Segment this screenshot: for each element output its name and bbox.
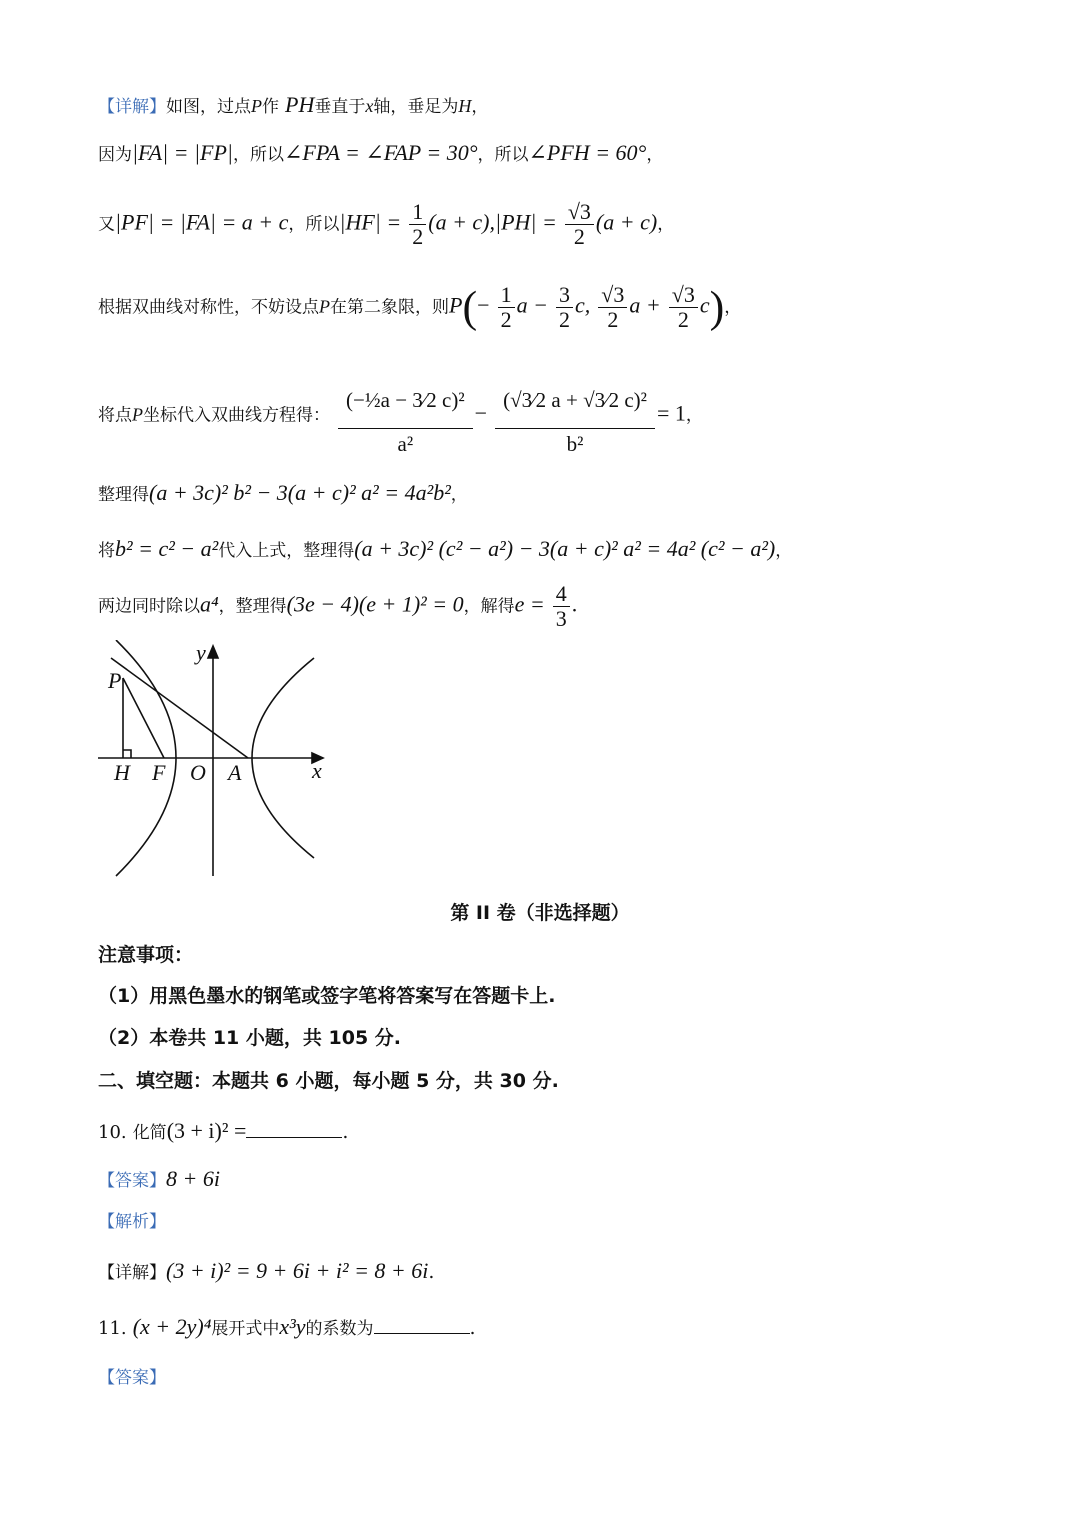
line-PF xyxy=(123,678,164,758)
fraction: $\frac{√3}{2}$ xyxy=(565,200,594,249)
label-x: x xyxy=(312,758,322,783)
answer-blank xyxy=(246,1119,342,1138)
math: a + xyxy=(629,292,661,318)
math-expr: (x + 2y)⁴ xyxy=(132,1314,212,1339)
label-H: H xyxy=(114,760,130,785)
math: c, xyxy=(574,292,591,318)
detail-tag: 【详解】 xyxy=(98,97,166,117)
math: − xyxy=(474,400,488,426)
label-F: F xyxy=(152,760,166,785)
fraction: $\frac{1}{2}$ xyxy=(409,200,426,249)
answer-blank xyxy=(374,1315,470,1334)
right-angle-mark xyxy=(123,750,131,758)
text: 如图，过点 xyxy=(166,97,251,117)
detail-line-4: 根据双曲线对称性，不妨设点P在第二象限，则P(− $\frac{1}{2}$ a − $\frac{3}{2}$ c, $\frac{√3}{2}$ a + $\frac{√3}{2}$ c)， xyxy=(98,282,742,332)
detail-line-6 xyxy=(98,480,468,508)
text: 在第二象限，则 xyxy=(330,297,449,318)
text: 轴，垂足为 xyxy=(373,97,459,117)
math-PH: PH xyxy=(285,92,315,117)
text: ， xyxy=(646,145,664,165)
text: 将点 xyxy=(98,405,132,426)
text: 将 xyxy=(98,541,115,561)
detail-tag: 【详解】 xyxy=(98,1263,166,1283)
label-P: P xyxy=(108,668,122,693)
question-number: 11. xyxy=(98,1318,127,1339)
math-expr: (3 + i)² = xyxy=(166,1118,247,1143)
detail-line-7 xyxy=(98,536,792,564)
fraction: $\frac{√3}{2}$ xyxy=(669,283,698,332)
text: 的系数为 xyxy=(305,1319,374,1339)
math: − xyxy=(477,292,490,318)
text: ，所以 xyxy=(477,145,529,165)
text: ， xyxy=(471,97,489,117)
math: a − xyxy=(516,292,548,318)
math-eq: (a + 3c)² b² − 3(a + c)² a² = 4a²b² xyxy=(149,480,451,505)
q10-detail xyxy=(98,1258,434,1286)
math-eq: ∠FPA = ∠FAP = 30° xyxy=(283,140,478,165)
math-eq: (3 + i)² = 9 + 6i + i² = 8 + 6i xyxy=(166,1258,429,1283)
math-eq: e = xyxy=(514,591,545,617)
text: 代入上式，整理得 xyxy=(218,541,355,561)
q10-answer xyxy=(98,1166,220,1194)
text: . xyxy=(571,591,578,617)
question-10 xyxy=(98,1118,348,1146)
math-eq: |PH| = xyxy=(495,209,557,235)
text: ， xyxy=(775,541,793,561)
text: 因为 xyxy=(98,145,132,165)
fraction: $\frac{\text{(−½a − 3⁄2 c)²}}{\text{a²}}$ xyxy=(338,372,473,459)
detail-line-5 xyxy=(98,372,703,459)
notice-item-1: （1）用黑色墨水的钢笔或签字笔将答案写在答题卡上. xyxy=(98,985,556,1007)
text: ，整理得 xyxy=(218,596,287,617)
fraction: $\frac{\text{(√3⁄2 a + √3⁄2 c)²}}{\text{b²}}$ xyxy=(495,372,655,459)
math-eq: |HF| = xyxy=(339,209,402,235)
fraction: $\frac{1}{2}$ xyxy=(498,283,515,332)
text: . xyxy=(428,1261,435,1283)
answer-tag: 【答案】 xyxy=(98,1368,166,1388)
math-P: P xyxy=(132,404,143,425)
detail-line-1 xyxy=(98,92,488,120)
math-P: P xyxy=(449,292,463,318)
question-11 xyxy=(98,1314,476,1342)
text: 根据双曲线对称性，不妨设点 xyxy=(98,297,319,318)
part-heading: 二、填空题：本题共 6 小题，每小题 5 分，共 30 分. xyxy=(98,1070,559,1092)
text: 坐标代入双曲线方程得： xyxy=(143,405,330,426)
math-P: P xyxy=(319,296,330,317)
math-x: x xyxy=(365,96,374,116)
notice-heading: 注意事项： xyxy=(98,944,194,966)
detail-line-8 xyxy=(98,582,577,631)
text: 化简 xyxy=(132,1123,167,1143)
text: ，所以 xyxy=(288,214,340,235)
math-eq: |PF| = |FA| = a + c xyxy=(115,209,289,235)
math: = 1 xyxy=(656,400,686,426)
analysis-tag: 【解析】 xyxy=(98,1212,166,1232)
math-eq: b² = c² − a² xyxy=(115,536,219,561)
q10-analysis xyxy=(98,1208,166,1235)
text: . xyxy=(469,1317,476,1339)
label-A: A xyxy=(228,760,242,785)
fraction: $\frac{4}{3}$ xyxy=(553,582,570,631)
section-title: 第 II 卷（非选择题） xyxy=(450,902,630,924)
line-PA xyxy=(111,658,248,758)
text: 展开式中 xyxy=(211,1319,280,1339)
math: c xyxy=(699,292,710,318)
answer-value: 8 + 6i xyxy=(166,1166,220,1191)
hyperbola-diagram xyxy=(98,640,338,880)
text: ，所以 xyxy=(232,145,284,165)
math-eq: (3e − 4)(e + 1)² = 0 xyxy=(286,591,464,617)
text: ， xyxy=(724,297,742,318)
answer-tag: 【答案】 xyxy=(98,1171,166,1191)
math-eq: ∠PFH = 60° xyxy=(528,140,647,165)
text: ， xyxy=(450,485,468,505)
text: 又 xyxy=(98,214,115,235)
fraction: $\frac{√3}{2}$ xyxy=(598,283,627,332)
text: 垂直于 xyxy=(314,97,366,117)
text: . xyxy=(342,1121,349,1143)
math-P: P xyxy=(251,96,262,116)
math-H: H xyxy=(458,96,472,116)
question-number: 10. xyxy=(98,1122,127,1143)
fraction: $\frac{3}{2}$ xyxy=(556,283,573,332)
math-eq: (a + 3c)² (c² − a²) − 3(a + c)² a² = 4a² (c² − a²) xyxy=(354,536,776,561)
label-y: y xyxy=(196,640,206,665)
text: ， xyxy=(685,405,703,426)
math-eq: |FA| = |FP| xyxy=(132,140,233,165)
math-eq: (a + c) xyxy=(595,209,658,235)
math-eq: a⁴ xyxy=(200,591,219,617)
text: ， xyxy=(657,214,675,235)
math-term: x³y xyxy=(279,1314,306,1339)
detail-line-2 xyxy=(98,140,663,168)
math-eq: (a + c), xyxy=(428,209,496,235)
text: 整理得 xyxy=(98,485,149,505)
q11-answer xyxy=(98,1364,166,1391)
text: 作 xyxy=(262,97,279,117)
notice-item-2: （2）本卷共 11 小题，共 105 分. xyxy=(98,1027,401,1049)
text: ，解得 xyxy=(463,596,515,617)
y-axis-arrow xyxy=(208,646,218,658)
label-O: O xyxy=(190,760,206,785)
detail-line-3 xyxy=(98,200,674,249)
text: 两边同时除以 xyxy=(98,596,200,617)
